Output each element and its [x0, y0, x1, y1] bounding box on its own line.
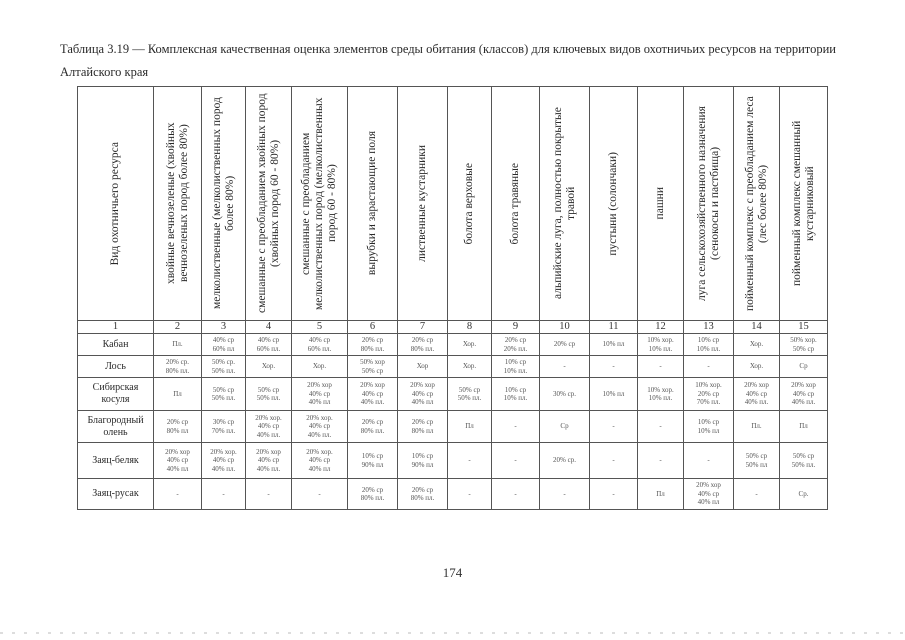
column-header [734, 87, 780, 321]
table-cell: - [448, 479, 492, 510]
table-cell: 20% хор 40% ср 40% пл. [348, 378, 398, 411]
table-cell: - [448, 443, 492, 479]
table-cell: 50% ср 50% пл [734, 443, 780, 479]
table-cell: 10% хор. 10% пл. [638, 334, 684, 356]
column-number: 1 [78, 321, 154, 334]
column-number: 7 [398, 321, 448, 334]
column-number: 8 [448, 321, 492, 334]
column-header-wrap [448, 87, 491, 320]
column-number: 13 [684, 321, 734, 334]
table-row [78, 479, 828, 510]
table-cell: - [684, 356, 734, 378]
table-cell: 10% пл [590, 334, 638, 356]
column-header-label: лиственные кустарники [416, 145, 428, 262]
table-cell: 20% хор 40% ср 40% пл. [246, 443, 292, 479]
table-cell: 50% ср 50% пл. [448, 378, 492, 411]
column-header-wrap [78, 87, 153, 320]
table-cell: 20% ср 20% пл. [492, 334, 540, 356]
column-number: 14 [734, 321, 780, 334]
table-row [78, 356, 828, 378]
table-cell: Хор. [292, 356, 348, 378]
table-cell: Хор. [448, 356, 492, 378]
column-header-wrap [492, 87, 539, 320]
column-header-wrap [590, 87, 637, 320]
column-number: 3 [202, 321, 246, 334]
table-cell: - [638, 411, 684, 443]
table-cell: 20% ср 80% пл. [348, 479, 398, 510]
column-number: 12 [638, 321, 684, 334]
table-cell: 20% хор 40% ср 40% пл [398, 378, 448, 411]
table-cell: - [590, 443, 638, 479]
table-cell: 40% ср 60% пл [202, 334, 246, 356]
table-cell: - [590, 479, 638, 510]
column-header-label: альпийские луга, полностью покрытые травой [551, 107, 577, 300]
table-cell: 20% ср 80% пл. [398, 479, 448, 510]
table-cell: - [638, 443, 684, 479]
table-row [78, 443, 828, 479]
table-cell: - [638, 356, 684, 378]
header-row [78, 87, 828, 321]
column-number: 2 [154, 321, 202, 334]
table-cell: 50% ср 50% пл. [246, 378, 292, 411]
column-header-wrap [154, 87, 201, 320]
table-cell: 20% хор 40% ср 40% пл [292, 378, 348, 411]
table-cell: - [540, 479, 590, 510]
table-cell: 10% хор. 20% ср 70% пл. [684, 378, 734, 411]
table-cell: 20% ср. [540, 443, 590, 479]
table-cell: - [734, 479, 780, 510]
table-cell: 20% хор 40% ср 40% пл [684, 479, 734, 510]
table-cell: 10% ср 10% пл. [492, 378, 540, 411]
column-header [590, 87, 638, 321]
table-cell: 30% ср 70% пл. [202, 411, 246, 443]
species-name: Заяц-русак [78, 479, 154, 510]
table-cell: Ср [540, 411, 590, 443]
column-number: 5 [292, 321, 348, 334]
table-cell: - [154, 479, 202, 510]
column-header [154, 87, 202, 321]
table-cell: Пл. [154, 334, 202, 356]
species-name: Благородный олень [78, 411, 154, 443]
column-header [780, 87, 828, 321]
table-cell: 10% ср 90% пл [348, 443, 398, 479]
column-header [398, 87, 448, 321]
species-name: Кабан [78, 334, 154, 356]
table-cell: 20% ср 80% пл [398, 411, 448, 443]
table-cell: Хор. [734, 356, 780, 378]
table-cell: 40% ср 60% пл. [292, 334, 348, 356]
column-number: 15 [780, 321, 828, 334]
table-cell: 20% хор 40% ср 40% пл [154, 443, 202, 479]
column-number: 9 [492, 321, 540, 334]
table-cell: 10% ср 10% пл [684, 411, 734, 443]
column-header-wrap [246, 87, 291, 320]
table-cell: 10% ср 10% пл. [684, 334, 734, 356]
column-header-label: луга сельскохозяйственного назначения (сенокосы и пастбища) [695, 106, 721, 301]
table-cell: 50% ср. 50% пл. [202, 356, 246, 378]
table-cell: 20% ср 80% пл. [348, 334, 398, 356]
column-header-label: пашни [654, 187, 666, 220]
table-cell: 30% ср. [540, 378, 590, 411]
table-cell: Пл [154, 378, 202, 411]
table-row [78, 334, 828, 356]
column-header-label: пойменный комплекс смешанный кустарниковый [790, 120, 816, 287]
column-header [448, 87, 492, 321]
column-header-label: Вид охотничьего ресурса [109, 141, 121, 266]
column-header-wrap [638, 87, 683, 320]
table-cell: Хор. [246, 356, 292, 378]
column-header [246, 87, 292, 321]
table-cell: Пл. [734, 411, 780, 443]
column-header [292, 87, 348, 321]
table-cell: - [492, 479, 540, 510]
column-header [348, 87, 398, 321]
table-cell: 20% хор. 40% ср 40% пл. [246, 411, 292, 443]
species-name: Заяц-беляк [78, 443, 154, 479]
column-header [492, 87, 540, 321]
table-row [78, 378, 828, 411]
table-cell: 20% ср 80% пл. [398, 334, 448, 356]
table-cell: - [292, 479, 348, 510]
column-header-label: хвойные вечнозеленые (хвойных вечнозеленых пород более 80%) [164, 122, 190, 285]
column-header-wrap [734, 87, 779, 320]
table-cell: 10% ср 10% пл. [492, 356, 540, 378]
table-cell: 10% ср 90% пл [398, 443, 448, 479]
table-cell: 50% хор 50% ср [348, 356, 398, 378]
column-header-wrap [292, 87, 347, 320]
table-cell: - [590, 411, 638, 443]
table-cell: 10% хор. 10% пл. [638, 378, 684, 411]
column-header-wrap [202, 87, 245, 320]
table-cell: Хор. [448, 334, 492, 356]
column-number: 11 [590, 321, 638, 334]
column-header [78, 87, 154, 321]
table-cell: 50% ср 50% пл. [780, 443, 828, 479]
table-cell: - [684, 443, 734, 479]
table-cell: 20% хор. 40% ср 40% пл. [292, 411, 348, 443]
table-cell: Хор. [734, 334, 780, 356]
table-row [78, 411, 828, 443]
table-cell: 20% ср 80% пл. [348, 411, 398, 443]
table-cell: - [590, 356, 638, 378]
table-cell: - [540, 356, 590, 378]
column-header [638, 87, 684, 321]
table-cell: 20% хор. 40% ср 40% пл [292, 443, 348, 479]
column-header-wrap [540, 87, 589, 320]
table-cell: Ср. [780, 479, 828, 510]
table-cell: 20% хор 40% ср 40% пл. [780, 378, 828, 411]
column-header-label: смешанные с преобладанием мелколиственных пород (мелколиственных пород 60 - 80%) [300, 97, 338, 310]
column-number: 6 [348, 321, 398, 334]
table-cell: 10% пл [590, 378, 638, 411]
species-name: Лось [78, 356, 154, 378]
column-header-wrap [398, 87, 447, 320]
table-cell: 50% хор. 50% ср [780, 334, 828, 356]
table-cell: 50% ср 50% пл. [202, 378, 246, 411]
habitat-table [77, 86, 828, 510]
column-number: 10 [540, 321, 590, 334]
table-cell: Пл [780, 411, 828, 443]
column-number-row [78, 321, 828, 334]
column-header [202, 87, 246, 321]
table-title: Таблица 3.19 — Комплексная качественная оценка элементов среды обитания (классов) для ключевых видов охотничьих ресурсов на территории Алтайского края [60, 42, 836, 79]
column-header-label: болота травяные [509, 162, 521, 245]
table-cell: 40% ср 60% пл. [246, 334, 292, 356]
table-cell: Пл [448, 411, 492, 443]
column-header-label: вырубки и зарастающие поля [366, 131, 378, 276]
scan-artifact-line [0, 632, 905, 634]
table-cell: Пл [638, 479, 684, 510]
table-cell: - [492, 411, 540, 443]
column-header [684, 87, 734, 321]
column-header-label: пустыни (солончаки) [607, 151, 619, 256]
table-cell: 20% хор 40% ср 40% пл. [734, 378, 780, 411]
table-cell: - [492, 443, 540, 479]
column-header-label: болота верховые [463, 162, 475, 245]
column-header-label: пойменный комплекс с преобладанием леса (лес более 80%) [743, 96, 769, 311]
table-cell: 20% ср. 80% пл. [154, 356, 202, 378]
table-cell: 20% ср [540, 334, 590, 356]
table-cell: 20% ср 80% пл [154, 411, 202, 443]
table-cell: Ср [780, 356, 828, 378]
column-header-wrap [348, 87, 397, 320]
column-header-wrap [684, 87, 733, 320]
column-header-label: смешанные с преобладанием хвойных пород (хвойных пород 60 - 80%) [255, 93, 281, 314]
species-name: Сибирская косуля [78, 378, 154, 411]
column-header-label: мелколиственные (мелколиственных пород более 80%) [210, 97, 236, 310]
column-number: 4 [246, 321, 292, 334]
column-header [540, 87, 590, 321]
column-header-wrap [780, 87, 827, 320]
table-cell: Хор [398, 356, 448, 378]
table-cell: - [202, 479, 246, 510]
page-number: 174 [442, 565, 463, 580]
table-cell: 20% хор. 40% ср 40% пл. [202, 443, 246, 479]
table-cell: - [246, 479, 292, 510]
